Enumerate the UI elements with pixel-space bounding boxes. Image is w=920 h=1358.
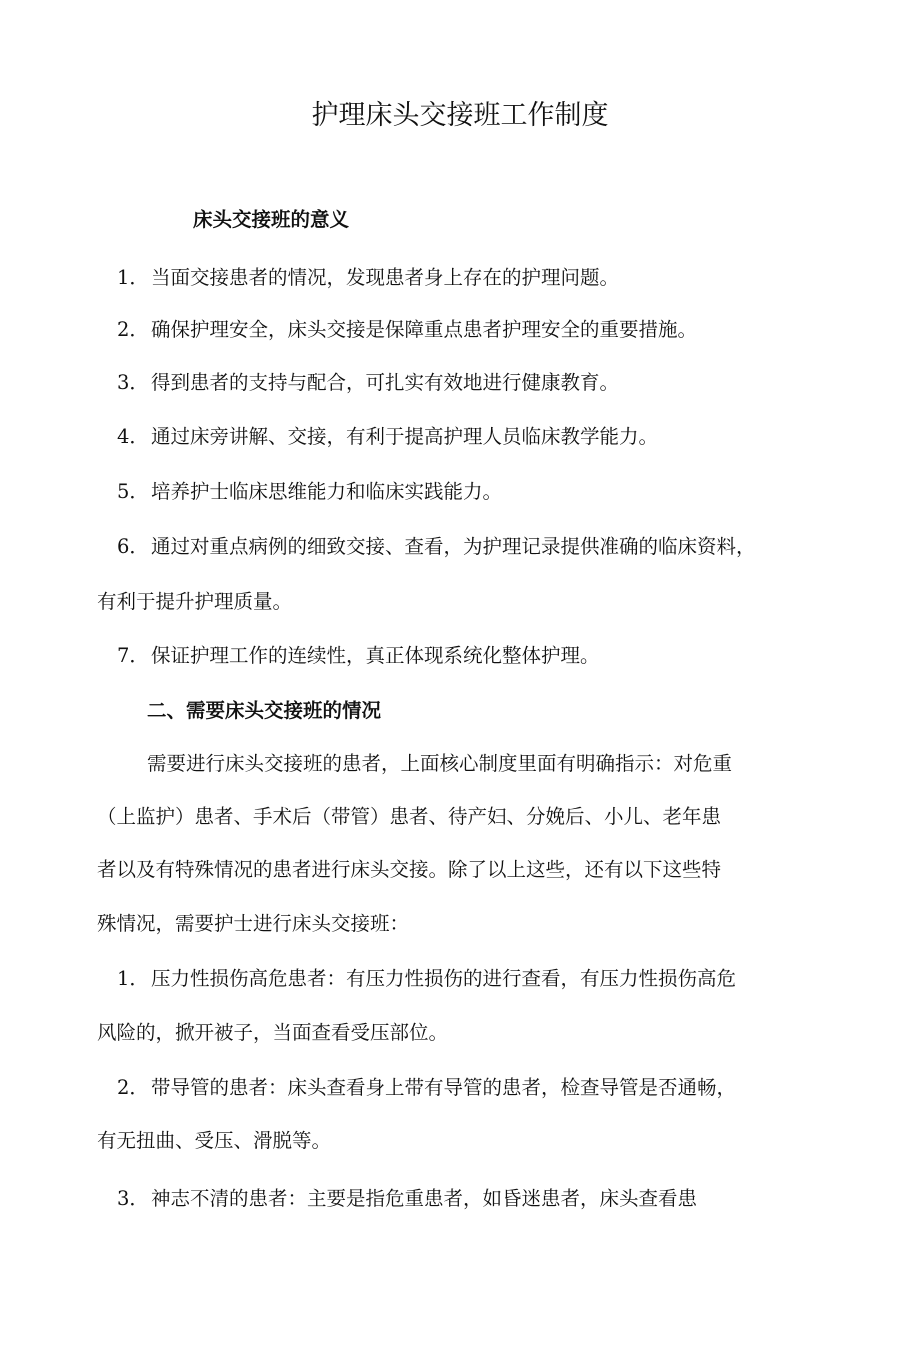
item-number: 2． [117,1076,149,1099]
list-item [117,369,619,397]
section2-heading: 二、需要床头交接班的情况 [147,699,382,722]
item-text: 通过床旁讲解、交接，有利于提高护理人员临床教学能力。 [151,425,659,448]
list-item [117,423,658,451]
document-title: 护理床头交接班工作制度 [311,100,609,131]
item-number: 7． [117,644,149,667]
item-text: 压力性损伤高危患者：有压力性损伤的进行查看，有压力性损伤高危 [151,967,737,990]
item-text: 带导管的患者：床头查看身上带有导管的患者，检查导管是否通畅， [151,1076,737,1099]
item-number: 1． [117,967,149,990]
item-text: 当面交接患者的情况，发现患者身上存在的护理问题。 [151,266,620,289]
item-text: 得到患者的支持与配合，可扎实有效地进行健康教育。 [151,371,620,394]
list-item [117,1185,697,1213]
item-text: 培养护士临床思维能力和临床实践能力。 [151,480,503,503]
list-item-continuation: 有利于提升护理质量。 [97,590,293,613]
item-number: 4． [117,425,149,448]
item-number: 6． [117,535,149,558]
paragraph-line: 殊情况，需要护士进行床头交接班： [97,912,410,935]
item-number: 5． [117,480,149,503]
item-number: 3． [117,371,149,394]
paragraph-line: 需要进行床头交接班的患者，上面核心制度里面有明确指示：对危重 [147,752,733,775]
list-item [117,264,619,292]
item-number: 2． [117,318,149,341]
item-text: 通过对重点病例的细致交接、查看，为护理记录提供准确的临床资料， [151,535,756,558]
item-text: 保证护理工作的连续性，真正体现系统化整体护理。 [151,644,600,667]
list-item-continuation: 有无扭曲、受压、滑脱等。 [97,1129,332,1152]
list-item [117,533,756,561]
item-number: 3． [117,1187,149,1210]
paragraph-line: （上监护）患者、手术后（带管）患者、待产妇、分娩后、小儿、老年患 [97,805,722,828]
item-text: 确保护理安全，床头交接是保障重点患者护理安全的重要措施。 [151,318,698,341]
list-item [117,478,502,506]
paragraph-line: 者以及有特殊情况的患者进行床头交接。除了以上这些，还有以下这些特 [97,858,722,881]
item-text: 神志不清的患者：主要是指危重患者，如昏迷患者，床头查看患 [151,1187,698,1210]
item-number: 1． [117,266,149,289]
list-item [117,642,600,670]
list-item [117,965,736,993]
list-item-continuation: 风险的，掀开被子，当面查看受压部位。 [97,1021,449,1044]
section1-heading: 床头交接班的意义 [193,208,350,231]
list-item [117,316,697,344]
list-item [117,1074,736,1102]
